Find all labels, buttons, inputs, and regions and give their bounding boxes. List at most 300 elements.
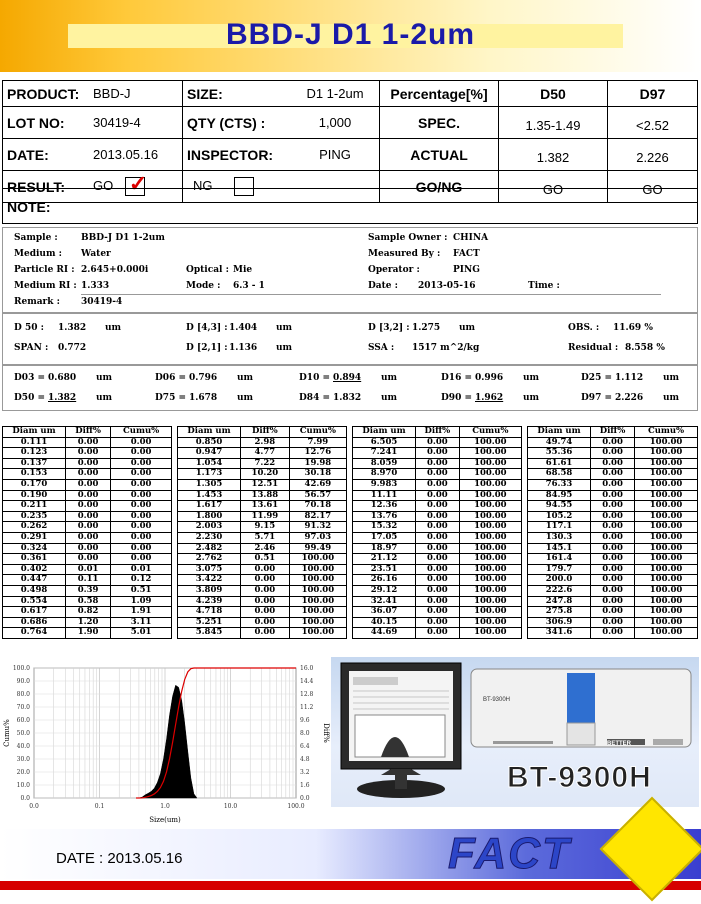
table-cell: 5.71: [241, 532, 290, 543]
obs-value: 11.69 %: [613, 323, 653, 333]
y2-tick-label: 8.0: [300, 730, 310, 737]
table-row: [528, 522, 698, 533]
table-cell: 0.00: [241, 564, 290, 575]
table-cell: 100.00: [635, 596, 698, 607]
table-cell: 68.58: [528, 469, 591, 480]
table-cell: 100.00: [635, 575, 698, 586]
column-header: Cumu%: [635, 427, 698, 438]
table-cell: 5.845: [178, 628, 241, 639]
d84-unit: um: [381, 393, 398, 403]
table-cell: 0.00: [416, 511, 460, 522]
table-cell: 100.00: [459, 490, 521, 501]
table-cell: 29.12: [353, 585, 416, 596]
table-cell: 3.809: [178, 585, 241, 596]
table-row: [178, 479, 347, 490]
table-cell: 40.15: [353, 617, 416, 628]
table-cell: 100.00: [289, 554, 346, 565]
table-cell: 21.12: [353, 554, 416, 565]
table-cell: 0.00: [66, 522, 111, 533]
lot-label: LOT NO:: [3, 107, 90, 139]
table-row: [353, 617, 522, 628]
table-header-row: [353, 427, 522, 438]
inspector-value: PING: [291, 139, 380, 171]
table-cell: 0.00: [591, 448, 635, 459]
sample-label: Sample :: [14, 233, 58, 243]
table-row: [528, 596, 698, 607]
note-label: NOTE:: [7, 199, 51, 215]
d75-value: 1.678: [189, 393, 218, 403]
table-cell: 100.00: [635, 564, 698, 575]
d90-value: 1.962: [475, 393, 504, 403]
table-cell: 0.00: [591, 585, 635, 596]
table-cell: 1.305: [178, 479, 241, 490]
column-header: Diam um: [3, 427, 66, 438]
table-cell: 8.970: [353, 469, 416, 480]
table-cell: 100.00: [459, 522, 521, 533]
table-row: [3, 490, 172, 501]
table-cell: 2.98: [241, 437, 290, 448]
x-tick-label: 0.0: [29, 803, 39, 810]
table-cell: 100.00: [459, 617, 521, 628]
table-cell: 100.00: [289, 585, 346, 596]
table-cell: 100.00: [459, 479, 521, 490]
table-cell: 100.00: [459, 532, 521, 543]
optical-value: Mie: [233, 265, 253, 275]
table-row: [528, 490, 698, 501]
table-cell: 55.36: [528, 448, 591, 459]
table-row: [528, 564, 698, 575]
table-cell: 0.12: [111, 575, 172, 586]
table-cell: 2.482: [178, 543, 241, 554]
span-value: 0.772: [58, 343, 87, 353]
d50-value-stat: 1.382: [58, 323, 87, 333]
table-cell: 0.00: [66, 543, 111, 554]
y-tick-label: 0.0: [20, 795, 30, 802]
table-cell: 94.55: [528, 501, 591, 512]
particle-ri-label: Particle RI :: [14, 265, 75, 275]
table-cell: 23.51: [353, 564, 416, 575]
y-tick-label: 100.0: [12, 665, 30, 672]
column-header: Cumu%: [289, 427, 346, 438]
table-row: [3, 479, 172, 490]
table-row: [353, 469, 522, 480]
y2-tick-label: 1.6: [300, 782, 310, 789]
table-cell: 0.00: [111, 479, 172, 490]
table-cell: 0.111: [3, 437, 66, 448]
table-cell: 9.15: [241, 522, 290, 533]
table-cell: 0.123: [3, 448, 66, 459]
table-cell: 0.00: [416, 490, 460, 501]
table-cell: 0.00: [416, 543, 460, 554]
table-cell: 15.32: [353, 522, 416, 533]
d-values-block: [2, 365, 698, 411]
table-row: [528, 532, 698, 543]
obs-label: OBS. :: [568, 323, 600, 333]
table-row: [528, 501, 698, 512]
table-cell: 12.51: [241, 479, 290, 490]
table-row: [528, 437, 698, 448]
table-row: [353, 437, 522, 448]
table-row: [178, 596, 347, 607]
fact-logo: FACT: [448, 829, 571, 878]
table-cell: 100.00: [635, 554, 698, 565]
y-tick-label: 10.0: [16, 782, 30, 789]
table-row: [528, 628, 698, 639]
size-table-3: [352, 426, 522, 639]
table-cell: 0.00: [416, 607, 460, 618]
table-cell: 0.11: [66, 575, 111, 586]
table-cell: 0.00: [66, 437, 111, 448]
table-cell: 130.3: [528, 532, 591, 543]
table-cell: 0.00: [111, 448, 172, 459]
table-cell: 0.00: [66, 458, 111, 469]
column-header: Diff%: [416, 427, 460, 438]
y-tick-label: 50.0: [16, 730, 30, 737]
table-cell: 0.153: [3, 469, 66, 480]
table-row: [353, 607, 522, 618]
residual-value: 8.558 %: [625, 343, 665, 353]
table-cell: 100.00: [635, 532, 698, 543]
table-cell: 5.01: [111, 628, 172, 639]
table-cell: 0.82: [66, 607, 111, 618]
table-cell: 0.51: [241, 554, 290, 565]
inspector-label: INSPECTOR:: [183, 139, 292, 171]
info-table: [2, 80, 698, 203]
table-cell: 2.46: [241, 543, 290, 554]
y-tick-label: 80.0: [16, 691, 30, 698]
table-cell: 0.00: [416, 458, 460, 469]
x-axis-label: Size(um): [149, 816, 181, 824]
owner-label: Sample Owner :: [368, 233, 448, 243]
table-cell: 6.505: [353, 437, 416, 448]
column-header: Diam um: [528, 427, 591, 438]
table-row: [178, 617, 347, 628]
d21-unit: um: [276, 343, 293, 353]
qty-label: QTY (CTS) :: [183, 107, 292, 139]
actual-d50: 1.382: [499, 139, 608, 171]
table-cell: 0.00: [416, 448, 460, 459]
table-row: [353, 575, 522, 586]
table-cell: 36.07: [353, 607, 416, 618]
table-header-row: [528, 427, 698, 438]
column-header: Diff%: [66, 427, 111, 438]
table-cell: 100.00: [459, 437, 521, 448]
table-row: [353, 522, 522, 533]
table-cell: 7.22: [241, 458, 290, 469]
table-cell: 100.00: [289, 596, 346, 607]
d03-value: 0.680: [48, 373, 77, 383]
y-tick-label: 20.0: [16, 769, 30, 776]
table-row: [528, 607, 698, 618]
table-cell: 117.1: [528, 522, 591, 533]
d50-header: D50: [499, 81, 608, 107]
d10-value: 0.894: [333, 373, 362, 383]
d50-value-dv: 1.382: [48, 393, 77, 403]
table-cell: 0.00: [416, 437, 460, 448]
table-row: [3, 575, 172, 586]
footer-bottom: [0, 890, 701, 904]
mode-value: 6.3 - 1: [233, 281, 265, 291]
table-cell: 0.850: [178, 437, 241, 448]
d90-label: D90 =: [441, 393, 473, 403]
medium-label: Medium :: [14, 249, 62, 259]
d50-label-dv: D50 =: [14, 393, 46, 403]
table-cell: 100.00: [459, 458, 521, 469]
table-row: [178, 575, 347, 586]
table-cell: 12.76: [289, 448, 346, 459]
table-row: [3, 532, 172, 543]
table-row: [178, 564, 347, 575]
table-cell: 0.00: [111, 554, 172, 565]
table-row: [528, 469, 698, 480]
table-cell: 1.173: [178, 469, 241, 480]
table-cell: 0.01: [111, 564, 172, 575]
d50-label-stat: D 50 :: [14, 323, 44, 333]
table-cell: 84.95: [528, 490, 591, 501]
table-cell: 1.054: [178, 458, 241, 469]
y2-tick-label: 14.4: [300, 678, 314, 685]
table-cell: 100.00: [289, 628, 346, 639]
table-row: [528, 585, 698, 596]
column-header: Diam um: [353, 427, 416, 438]
table-cell: 0.00: [591, 617, 635, 628]
column-header: Diff%: [591, 427, 635, 438]
spec-label: SPEC.: [380, 107, 499, 139]
size-value: D1 1-2um: [291, 81, 380, 107]
table-cell: 0.764: [3, 628, 66, 639]
operator-value: PING: [453, 265, 480, 275]
table-row: [3, 564, 172, 575]
table-cell: 0.00: [591, 532, 635, 543]
checkmark-icon: ✓: [128, 171, 148, 196]
table-cell: 0.686: [3, 617, 66, 628]
d16-unit: um: [523, 373, 540, 383]
table-cell: 26.16: [353, 575, 416, 586]
date-value: 2013.05.16: [89, 139, 183, 171]
table-cell: 17.05: [353, 532, 416, 543]
table-row: [353, 458, 522, 469]
table-cell: 0.00: [591, 469, 635, 480]
table-cell: 0.00: [111, 543, 172, 554]
table-cell: 0.498: [3, 585, 66, 596]
y-tick-label: 30.0: [16, 756, 30, 763]
d84-value: 1.832: [333, 393, 362, 403]
table-cell: 0.00: [111, 469, 172, 480]
size-table-1: [2, 426, 172, 639]
table-row: [3, 628, 172, 639]
table-cell: 0.190: [3, 490, 66, 501]
medium-value: Water: [81, 249, 111, 259]
table-row: [3, 607, 172, 618]
model-name: BT-9300H: [507, 761, 652, 794]
table-cell: 12.36: [353, 501, 416, 512]
table-cell: 49.74: [528, 437, 591, 448]
table-cell: 100.00: [635, 585, 698, 596]
table-cell: 76.33: [528, 479, 591, 490]
table-row: [3, 437, 172, 448]
date-label: DATE:: [3, 139, 90, 171]
spec-d50: 1.35-1.49: [499, 107, 608, 139]
table-cell: 0.00: [241, 585, 290, 596]
table-cell: 91.32: [289, 522, 346, 533]
table-cell: 0.00: [591, 490, 635, 501]
table-cell: 0.00: [416, 501, 460, 512]
table-row: [3, 458, 172, 469]
table-cell: 0.00: [416, 532, 460, 543]
table-cell: 100.00: [289, 575, 346, 586]
table-cell: 1.20: [66, 617, 111, 628]
brand-logo: BETTER: [607, 741, 631, 747]
table-cell: 100.00: [459, 448, 521, 459]
time-label: Time :: [528, 281, 560, 291]
table-row: [353, 511, 522, 522]
table-cell: 0.00: [591, 501, 635, 512]
table-cell: 100.00: [459, 596, 521, 607]
y-axis-label: Cumu%: [3, 719, 11, 747]
size-table-4: [527, 426, 698, 639]
table-cell: 0.00: [591, 607, 635, 618]
table-cell: 0.00: [111, 532, 172, 543]
table-cell: 42.69: [289, 479, 346, 490]
d06-unit: um: [237, 373, 254, 383]
footer-red-stripe: [0, 881, 701, 890]
table-cell: 0.00: [591, 543, 635, 554]
d03-label: D03 =: [14, 373, 46, 383]
table-row: [3, 554, 172, 565]
table-cell: 100.00: [635, 543, 698, 554]
table-row: [353, 448, 522, 459]
d32-unit: um: [459, 323, 476, 333]
table-cell: 0.947: [178, 448, 241, 459]
qty-value: 1,000: [291, 107, 380, 139]
table-cell: 341.6: [528, 628, 591, 639]
table-cell: 0.00: [66, 501, 111, 512]
table-header-row: [178, 427, 347, 438]
sample-value: BBD-J D1 1-2um: [81, 233, 165, 243]
table-row: [178, 501, 347, 512]
table-cell: 3.075: [178, 564, 241, 575]
table-cell: 100.00: [635, 522, 698, 533]
table-row: [3, 585, 172, 596]
d84-label: D84 =: [299, 393, 331, 403]
stats-block: [2, 313, 698, 365]
table-row: [3, 469, 172, 480]
table-cell: 0.00: [591, 564, 635, 575]
y2-tick-label: 12.8: [300, 691, 314, 698]
table-cell: 1.90: [66, 628, 111, 639]
table-cell: 0.00: [66, 479, 111, 490]
d25-unit: um: [663, 373, 680, 383]
d10-label: D10 =: [299, 373, 331, 383]
distribution-chart: [0, 660, 330, 826]
y2-tick-label: 9.6: [300, 717, 310, 724]
table-row: [353, 543, 522, 554]
d43-label: D [4,3] :: [186, 323, 228, 333]
go-label: GO: [93, 177, 114, 193]
ng-label: NG: [193, 177, 213, 193]
table-row: [3, 501, 172, 512]
table-cell: 56.57: [289, 490, 346, 501]
table-cell: 0.00: [241, 617, 290, 628]
ssa-label: SSA :: [368, 343, 395, 353]
table-cell: 30.18: [289, 469, 346, 480]
table-cell: 105.2: [528, 511, 591, 522]
table-cell: 1.617: [178, 501, 241, 512]
product-value: BBD-J: [89, 81, 183, 107]
table-cell: 5.251: [178, 617, 241, 628]
table-row: [528, 543, 698, 554]
table-cell: 100.00: [635, 617, 698, 628]
y-tick-label: 60.0: [16, 717, 30, 724]
table-cell: 100.00: [459, 585, 521, 596]
d43-value: 1.404: [229, 323, 258, 333]
d06-label: D06 =: [155, 373, 187, 383]
optical-label: Optical :: [186, 265, 229, 275]
d16-value: 0.996: [475, 373, 504, 383]
gong-d50: GO: [499, 171, 608, 203]
table-cell: 0.00: [591, 554, 635, 565]
table-cell: 0.00: [416, 554, 460, 565]
table-cell: 0.00: [111, 458, 172, 469]
table-cell: 100.00: [459, 501, 521, 512]
d50-unit: um: [105, 323, 122, 333]
d32-value: 1.275: [412, 323, 441, 333]
table-cell: 0.00: [416, 522, 460, 533]
table-cell: 2.762: [178, 554, 241, 565]
instrument-image: [331, 657, 699, 807]
table-cell: 100.00: [635, 469, 698, 480]
d10-unit: um: [381, 373, 398, 383]
d25-label: D25 =: [581, 373, 613, 383]
table-cell: 0.00: [66, 469, 111, 480]
page-title: BBD-J D1 1-2um: [225, 18, 476, 51]
table-row: [528, 575, 698, 586]
table-cell: 0.00: [416, 469, 460, 480]
table-cell: 0.00: [66, 448, 111, 459]
table-row: [178, 554, 347, 565]
table-cell: 0.00: [591, 479, 635, 490]
table-cell: 100.00: [635, 448, 698, 459]
table-cell: 0.235: [3, 511, 66, 522]
table-cell: 100.00: [635, 458, 698, 469]
table-cell: 1.91: [111, 607, 172, 618]
table-cell: 0.00: [591, 522, 635, 533]
table-cell: 9.983: [353, 479, 416, 490]
table-cell: 82.17: [289, 511, 346, 522]
table-cell: 0.00: [111, 501, 172, 512]
date-label-sample: Date :: [368, 281, 398, 291]
d32-label: D [3,2] :: [368, 323, 410, 333]
table-row: [353, 628, 522, 639]
table-cell: 275.8: [528, 607, 591, 618]
table-row: [178, 511, 347, 522]
d21-value: 1.136: [229, 343, 258, 353]
table-cell: 0.00: [66, 532, 111, 543]
table-cell: 0.211: [3, 501, 66, 512]
table-cell: 100.00: [289, 564, 346, 575]
owner-value: CHINA: [453, 233, 489, 243]
table-cell: 13.61: [241, 501, 290, 512]
d16-label: D16 =: [441, 373, 473, 383]
table-cell: 0.00: [416, 564, 460, 575]
table-cell: 100.00: [289, 607, 346, 618]
d43-unit: um: [276, 323, 293, 333]
medium-ri-label: Medium RI :: [14, 281, 77, 291]
d97-value: 2.226: [615, 393, 644, 403]
table-cell: 61.61: [528, 458, 591, 469]
d90-unit: um: [523, 393, 540, 403]
table-row: [3, 448, 172, 459]
